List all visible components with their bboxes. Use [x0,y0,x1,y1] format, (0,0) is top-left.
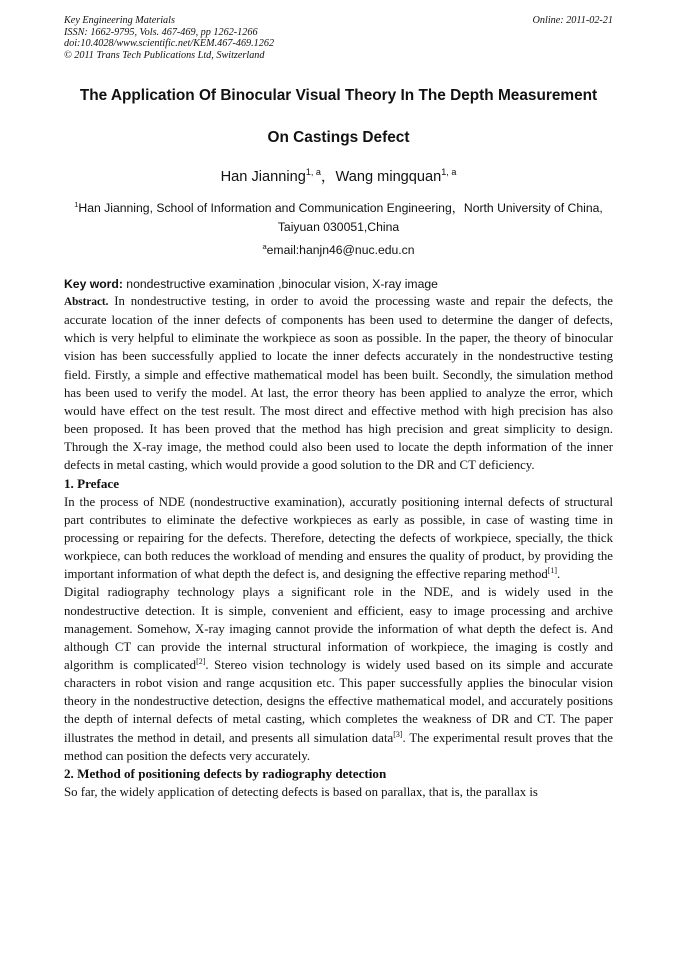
author-1: Han Jianning [220,169,306,185]
online-date: Online: 2011-02-21 [532,15,613,26]
author-2-affiliation-mark: 1, a [441,167,457,178]
section-1-heading: 1. Preface [64,475,120,491]
doi-line: doi:10.4028/www.scientific.net/KEM.467-469.1262 [64,38,275,49]
email-address: email:hanjn46@nuc.edu.cn [266,243,415,257]
author-2: Wang mingquan [335,169,442,185]
section-1-paragraph-1: In the process of NDE (nondestructive examination), accuratly positioning internal defects of structural part contributes to eliminate the defective workpieces as early as possible, in case of wasting time in processing or repairing for the defects. Therefore, detecting the defects of workpiece, specially, the thick workpiece, can both reduces the workload of mending and ensures the quality of product, by providing the important information of what depth the defect is, and designing the effective reparing method[1]. [64,494,613,582]
issn-line: ISSN: 1662-9795, Vols. 467-469, pp 1262-1266 [64,26,258,38]
author-1-affiliation-mark: 1, a [305,167,321,178]
citation-1: [1] [547,566,558,576]
keywords [64,276,613,292]
author-email [64,242,613,258]
affiliation-line-2: Taiyuan 030051,China [277,220,400,234]
paper-title-line-2: On Castings Defect [267,129,410,146]
keywords-text: nondestructive examination ,binocular vision, X-ray image [122,277,438,291]
journal-name: Key Engineering Materials [64,15,175,26]
abstract-label: Abstract. [64,296,109,308]
section-2-paragraph-1: So far, the widely application of detecting defects is based on parallax, that is, the parallax is [64,784,538,799]
section-2-heading: 2. Method of positioning defects by radiography detection [64,765,387,781]
affiliation-line-1: $^1$Han Jianning, School of Information and Communication Engineering，North University of China, [74,200,603,215]
keywords-label: Key word: [64,277,123,291]
journal-header [64,15,613,61]
affiliation-mark: 1 [74,200,79,210]
paper-title-line-1: The Application Of Binocular Visual Theory In The Depth Measurement [79,87,598,104]
abstract [64,292,613,475]
affiliation [64,199,613,237]
paper-page [64,15,613,801]
author-list [64,168,613,186]
abstract-text: In nondestructive testing, in order to avoid the processing waste and repair the defects, the accurate location of the inner defects of components has been used to determine the danger of defects, which is very helpful to eliminate the workpiece as soon as possible. In the paper, the theory of binocular vision has been successfully applied to locate the inner defects accurately in the nondestructive testing field. Firstly, a simple and effective mathematical model has been built. Secondly, the simulation method has been used to verify the model. At last, the error theory has been applied to analyze the error, which would have effect on the test result. The most direct and effective method with high precision has also been proposed. It has been proved that the method has high precision and great simplicity to design. Through the X-ray image, the method could also been used to locate the depth information of the inner defects in metal casting, which would provide a good solution to the DR and CT deficiency. [64,294,613,473]
copyright-line: © 2011 Trans Tech Publications Ltd, Switzerland [64,49,265,61]
section-1-paragraph-2: Digital radiography technology plays a significant role in the NDE, and is widely used in the nondestructive detection. It is simple, convenient and efficient, easy to image processing and archive management. Somehow, X-ray imaging cannot provide the information of what depth the defect is. And although CT can provide the internal structural information of workpiece, the imaging is costly and algorithm is complicated[2]. Stereo vision technology is widely used based on its simple and accurate characters in robot vision and range acqusition etc. This paper successfully applies the binocular vision theory in the nondestructive detection, designs the effective mathematical model, and accurately positions the depth of internal defects of metal casting, which completes the weakness of DR and CT. The paper illustrates the method in detail, and presents all simulation data[3]. The experimental result proves that the method can position the defects very accurately. [64,585,613,763]
citation-2: [2] [196,656,206,666]
email-mark: a [262,242,267,252]
author-separator: ， [320,169,336,185]
citation-3: [3] [393,729,403,739]
